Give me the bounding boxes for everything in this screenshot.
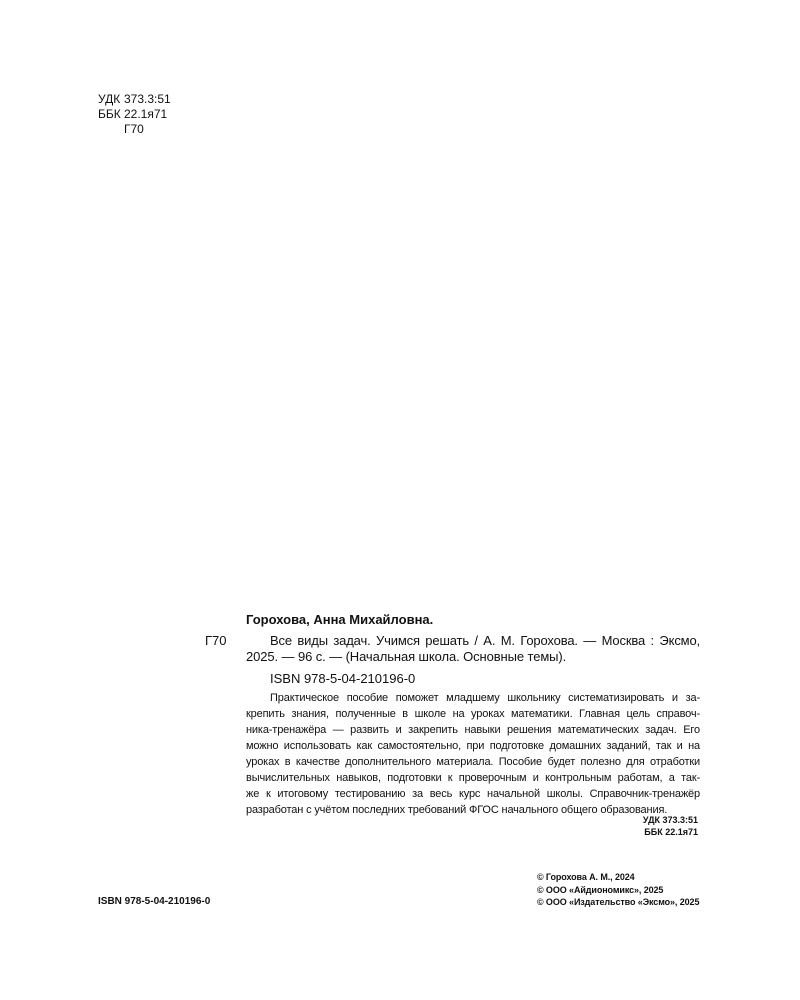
annotation-line: ника-тренажёра — развить и закрепить навыки решения математических задач. Его	[246, 724, 700, 736]
bbk-value: 22.1я71	[124, 107, 168, 121]
record-bbk: ББК 22.1я71	[644, 827, 698, 837]
udk-code	[98, 92, 171, 107]
footer-isbn: ISBN 978-5-04-210196-0	[98, 896, 211, 907]
author-mark-row	[98, 122, 171, 137]
annotation-line: разработан с учётом последних требований ФГОС начального общего образования.	[246, 804, 668, 816]
annotation-line: же к итоговому тестированию за весь курс начальной школы. Справочник-тренажёр	[246, 788, 700, 800]
annotation-line: можно использовать как самостоятельно, при подготовке домашних заданий, так и на	[246, 740, 700, 752]
author-mark: Г70	[124, 122, 144, 136]
annotation-paragraph	[246, 690, 700, 818]
copyright-notices	[537, 871, 699, 909]
copyright-line: © Горохова А. М., 2024	[537, 872, 635, 882]
record-title-line-1: Все виды задач. Учимся решать / А. М. Горохова. — Москва : Эксмо,	[270, 633, 700, 648]
copyright-line: © ООО «Айдиономикс», 2025	[537, 884, 664, 895]
record-title-line-2: 2025. — 96 с. — (Начальная школа. Основные темы).	[246, 649, 567, 664]
bbk-label: ББК	[98, 107, 121, 121]
copyright-line: © ООО «Издательство «Эксмо», 2025	[537, 897, 700, 907]
udk-label: УДК	[98, 92, 121, 106]
record-udk: УДК 373.3:51	[642, 815, 698, 825]
record-author: Горохова, Анна Михайловна.	[246, 612, 434, 627]
bbk-code	[98, 107, 171, 122]
classification-codes	[98, 92, 171, 137]
annotation-line: уроках в качестве дополнительного материала. Пособие будет полезно для отработки	[246, 756, 700, 768]
annotation-line: крепить знания, полученные в школе на уроках математики. Главная цель справоч-	[246, 708, 700, 720]
udk-value: 373.3:51	[124, 92, 171, 106]
record-author-mark: Г70	[205, 633, 227, 648]
record-classification-codes	[643, 814, 698, 838]
annotation-line: Практическое пособие поможет младшему школьнику систематизировать и за-	[270, 692, 700, 704]
annotation-line: вычислительных навыков, подготовки к проверочным и контрольным работам, а так-	[246, 772, 700, 784]
record-isbn: ISBN 978-5-04-210196-0	[270, 671, 416, 686]
